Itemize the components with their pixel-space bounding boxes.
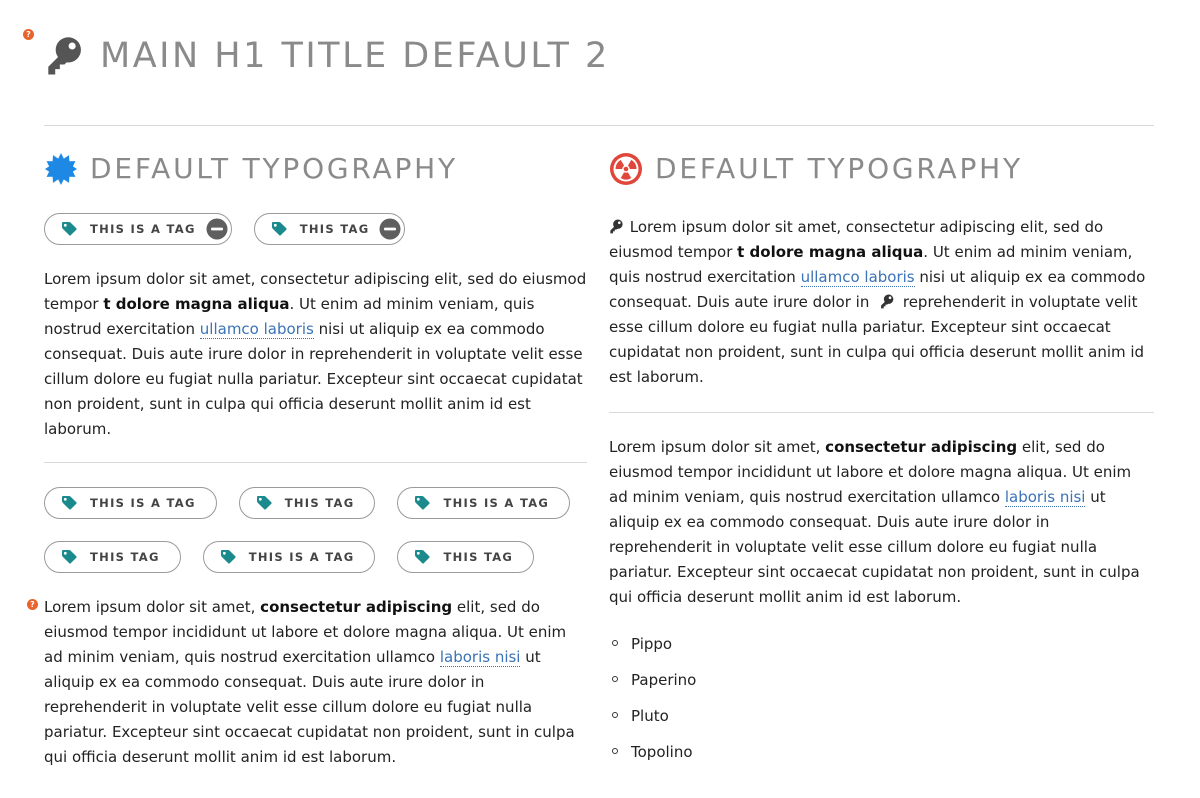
left-divider xyxy=(44,462,587,463)
right-section-title: DEFAULT TYPOGRAPHY xyxy=(655,152,1023,185)
tag-chip[interactable] xyxy=(44,213,232,245)
tag-icon xyxy=(414,495,431,511)
tag-chip[interactable] xyxy=(397,487,570,519)
help-marker-paragraph[interactable]: ? xyxy=(27,599,38,610)
tag-icon xyxy=(414,549,431,565)
tag-icon xyxy=(271,221,288,237)
minus-circle-icon[interactable] xyxy=(206,218,228,240)
left-section-header xyxy=(44,150,588,188)
list-item xyxy=(609,698,1154,734)
tag-chip[interactable] xyxy=(239,487,376,519)
key-icon xyxy=(44,36,88,76)
tag-label: THIS IS A TAG xyxy=(248,550,355,564)
right-paragraph-2 xyxy=(609,435,1154,610)
tag-chip[interactable] xyxy=(397,541,534,573)
page-header xyxy=(44,36,610,76)
text-segment: Lorem ipsum dolor sit amet, consectetur adipiscing elit, sed do eiusmod tempor xyxy=(609,218,1104,261)
tag-label: THIS TAG xyxy=(284,496,355,510)
key-icon xyxy=(609,219,625,234)
list-item-label: Pluto xyxy=(631,707,669,725)
list-item-label: Topolino xyxy=(631,743,693,761)
tag-label: THIS TAG xyxy=(443,550,514,564)
help-marker-top[interactable]: ? xyxy=(23,29,34,40)
inline-link[interactable]: ullamco laboris xyxy=(800,268,915,286)
bold-text: consectetur adipiscing xyxy=(825,438,1018,456)
left-section-title: DEFAULT TYPOGRAPHY xyxy=(90,152,458,185)
bullet-circle-icon xyxy=(612,676,618,682)
text-segment: . Ut enim ad minim veniam, quis nostrud exercitation xyxy=(609,243,1133,286)
text-segment: nisi ut aliquip ex ea commodo consequat. Duis aute irure dolor in xyxy=(609,268,1146,311)
right-divider xyxy=(609,412,1154,413)
tag-label: THIS IS A TAG xyxy=(90,496,196,510)
removable-tag-row xyxy=(44,213,588,245)
tag-chip[interactable] xyxy=(44,541,181,573)
inline-link[interactable]: ullamco laboris xyxy=(199,320,314,338)
text-segment: ut aliquip ex ea commodo consequat. Duis aute irure dolor in reprehenderit in voluptate velit esse cillum dolore eu fugiat nulla pariatur. Excepteur sint occaecat cupidatat non proident, sunt in culpa qui officia deserunt mollit anim id est laborum. xyxy=(44,648,575,766)
left-paragraph-2 xyxy=(44,595,588,770)
tag-label: THIS TAG xyxy=(299,222,370,236)
list-item xyxy=(609,734,1154,770)
tag-icon xyxy=(220,549,237,565)
text-segment: elit, sed do eiusmod tempor incididunt ut labore et dolore magna aliqua. Ut enim ad minim veniam, quis nostrud exercitation ullamco xyxy=(609,438,1132,506)
right-section-header xyxy=(609,150,1154,188)
text-segment: nisi ut aliquip ex ea commodo consequat. Duis aute irure dolor in reprehenderit in voluptate velit esse cillum dolore eu fugiat nulla pariatur. Excepteur sint occaecat cupidatat non proident, sunt in culpa qui officia deserunt mollit anim id est laborum. xyxy=(44,320,583,438)
bullet-circle-icon xyxy=(612,640,618,646)
inline-link[interactable]: laboris nisi xyxy=(439,648,521,666)
tag-chip[interactable] xyxy=(254,213,406,245)
text-segment: Lorem ipsum dolor sit amet, xyxy=(44,598,261,616)
text-segment: Lorem ipsum dolor sit amet, consectetur adipiscing elit, sed do eiusmod tempor xyxy=(44,270,587,313)
right-paragraph-1 xyxy=(609,215,1154,390)
key-icon xyxy=(874,294,898,309)
tag-icon xyxy=(61,549,78,565)
list-item-label: Paperino xyxy=(631,671,697,689)
header-divider xyxy=(44,125,1154,126)
left-column xyxy=(44,150,588,770)
text-segment: ut aliquip ex ea commodo consequat. Duis aute irure dolor in reprehenderit in voluptate velit esse cillum dolore eu fugiat nulla pariatur. Excepteur sint occaecat cupidatat non proident, sunt in culpa qui officia deserunt mollit anim id est laborum. xyxy=(609,488,1140,606)
page-title: MAIN H1 TITLE DEFAULT 2 xyxy=(100,36,610,76)
radiation-icon xyxy=(609,152,643,186)
tag-icon xyxy=(61,221,78,237)
badge-icon xyxy=(44,152,78,186)
bullet-circle-icon xyxy=(612,748,618,754)
list-item xyxy=(609,626,1154,662)
tag-label: THIS IS A TAG xyxy=(443,496,550,510)
tag-icon xyxy=(61,495,78,511)
minus-circle-icon[interactable] xyxy=(379,218,401,240)
text-segment: reprehenderit in voluptate velit esse cillum dolore eu fugiat nulla pariatur. Excepteur sint occaecat cupidatat non proident, sunt in culpa qui officia deserunt mollit anim id est laborum. xyxy=(609,293,1145,386)
list-item xyxy=(609,662,1154,698)
tag-row-1 xyxy=(44,487,588,519)
text-segment: Lorem ipsum dolor sit amet, xyxy=(609,438,826,456)
bold-text: t dolore magna aliqua xyxy=(103,295,290,313)
tag-chip[interactable] xyxy=(44,487,217,519)
tag-icon xyxy=(256,495,273,511)
list-item-label: Pippo xyxy=(631,635,673,653)
text-segment: elit, sed do eiusmod tempor incididunt ut labore et dolore magna aliqua. Ut enim ad minim veniam, quis nostrud exercitation ullamco xyxy=(44,598,567,666)
bullet-circle-icon xyxy=(612,712,618,718)
tag-label: THIS TAG xyxy=(90,550,160,564)
bullet-list xyxy=(609,626,1154,770)
inline-link[interactable]: laboris nisi xyxy=(1004,488,1086,506)
tag-label: THIS IS A TAG xyxy=(90,222,196,236)
text-segment: . Ut enim ad minim veniam, quis nostrud exercitation xyxy=(44,295,535,338)
bold-text: t dolore magna aliqua xyxy=(737,243,924,261)
bold-text: consectetur adipiscing xyxy=(260,598,453,616)
left-paragraph-1 xyxy=(44,267,588,442)
right-column xyxy=(609,150,1154,770)
tag-chip[interactable] xyxy=(203,541,376,573)
tag-row-2 xyxy=(44,541,588,573)
